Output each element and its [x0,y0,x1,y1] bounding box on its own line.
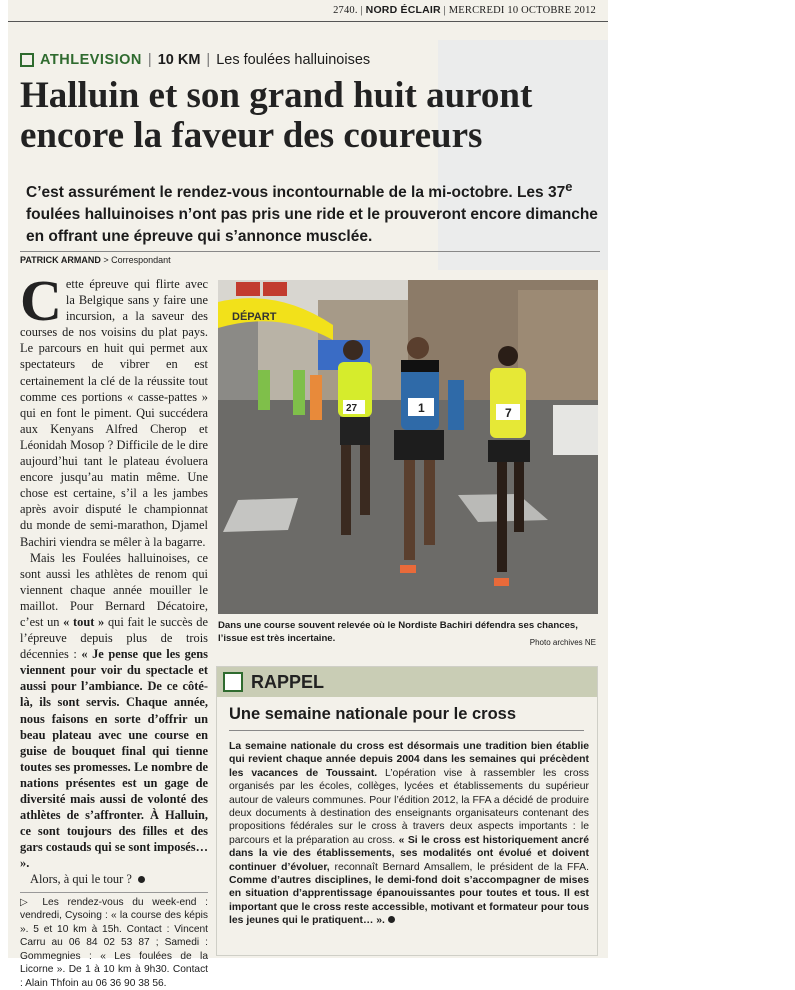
rappel-body: La semaine nationale du cross est désormais une tradition bien établie qui revient chaque année depuis 2004 dans les semaines qui précèdent les vacances de Toussaint. L’opération vise à rassembler les cross organisés par les écoles, collèges, lycées et établissements du supérieur autour de valeurs communes. Pour l’édition 2012, la FFA a décidé de produire deux documents à destination des enseignants organisateurs contenant des propositions fédérales sur le cross à travers deux aspects importants : le parcours et la préparation au cross. « Si le cross est historiquement ancré dans la vie des établissements, ses modalités ont évolué et doivent continuer d’évoluer, reconnaît Bernard Amsallem, le président de la FFA. Comme d’autres disciplines, le demi-fond doit s’accompagner de mises en situation d’apprentissage épanouissantes pour toutes et tous. Il est important que le cross reste accessible, motivant et formateur pour tous les jeunes qui le pratiquent… ». [229,741,590,927]
newspaper-name: NORD ÉCLAIR [365,4,441,16]
rappel-box [216,666,598,956]
square-icon [20,53,34,67]
headline: Halluin et son grand huit auront encore la faveur des coureurs [20,75,533,156]
end-mark-icon [138,876,145,883]
page-date: MERCREDI 10 OCTOBRE 2012 [448,5,596,16]
author-name: PATRICK ARMAND [20,255,101,265]
rappel-header [217,667,597,697]
page-number: 2740. [333,5,358,16]
photo-caption: Dans une course souvent relevée où le Nordiste Bachiri défendra ses chances, l’issue est très incertaine. [218,620,578,644]
weekend-listings: ▷ Les rendez-vous du week-end : vendredi, Cysoing : « la course des képis ». 5 et 10 km à 15h. Contact : Vincent Carru au 06 84 02 53 87 ; Samedi : Gommegnies : « Les foulées de la Licorne ». De 1 à 10 km à 9h30. Contact : Alain Thfoin au 06 36 90 38 56. [20,892,208,990]
standfirst: C’est assurément le rendez-vous incontournable de la mi-octobre. Les 37e foulées halluinoises n’ont pas pris une ride et le prouveront encore dimanche en offrant une épreuve qui s’annonce musclée. [26,179,598,246]
byline [20,251,600,265]
svg-text:1: 1 [418,401,425,415]
paragraph-3: Alors, à qui le tour ? [20,871,208,887]
author-role: > Correspondant [103,255,171,265]
depart-banner-label: DÉPART [232,311,277,323]
svg-text:27: 27 [346,403,358,414]
article-body [20,268,208,990]
photo-credit: Photo archives NE [529,638,596,647]
paragraph-2: Mais les Foulées halluinoises, ce sont aussi les athlètes de renom qui viennent chaque année mouiller le maillot. Pour Bernard Décatoire, c’est un « tout » qui fait le succès de l’épreuve depuis plus de trois décennies : « Je pense que les gens viennent pour voir du spectacle et aussi pour l’ambiance. De ce côté-là, ils sont servis. Chaque année, nous faisons en sorte d’offrir un beau plateau avec une course en guise de bouquet final qui tienne toutes ses promesses. Le nombre de nations présentes est un gage de diversité mais aussi de volonté des athlètes de s’affronter. À Halluin, ce sont toujours des filles et des gars costauds qui se sont imposés… ». [20,550,208,871]
kicker-distance: 10 KM [157,52,201,68]
race-photo [218,280,598,614]
end-mark-icon [388,916,395,923]
svg-text:7: 7 [505,406,512,420]
race-photo-illustration [218,280,598,614]
kicker-category: ATHLEVISION [40,52,142,68]
rappel-title: Une semaine nationale pour le cross [229,705,584,731]
page-header: 2740. | NORD ÉCLAIR | MERCREDI 10 OCTOBRE 2012 [333,4,596,16]
newspaper-page [8,0,608,989]
rappel-label: RAPPEL [251,671,325,692]
square-icon [223,672,243,692]
article-kicker: ATHLEVISION | 10 KM | Les foulées halluinoises [20,52,370,68]
paragraph-1: Cette épreuve qui flirte avec la Belgique sans y faire une incursion, a la saveur des courses de nos voisins du plat pays. Le parcours en huit qui permet aux spectateurs de vibrer en est certainement la clé de la réussite tout comme ces portions « casse-pattes » qui en font le piment. Qui succédera aux Kenyans Alfred Cherop et Léonidah Mosop ? Difficile de le dire aujourd’hui tant le plateau évoluera encore jusqu’au matin même. Une chose est certaine, s’il a les jambes après avoir disputé le championnat du monde de semi-marathon, Djamel Bachiri viendra se mêler à la bagarre. [20,268,208,549]
kicker-event: Les foulées halluinoises [216,52,371,68]
header-rule [8,21,608,22]
drop-cap: C [20,268,62,333]
